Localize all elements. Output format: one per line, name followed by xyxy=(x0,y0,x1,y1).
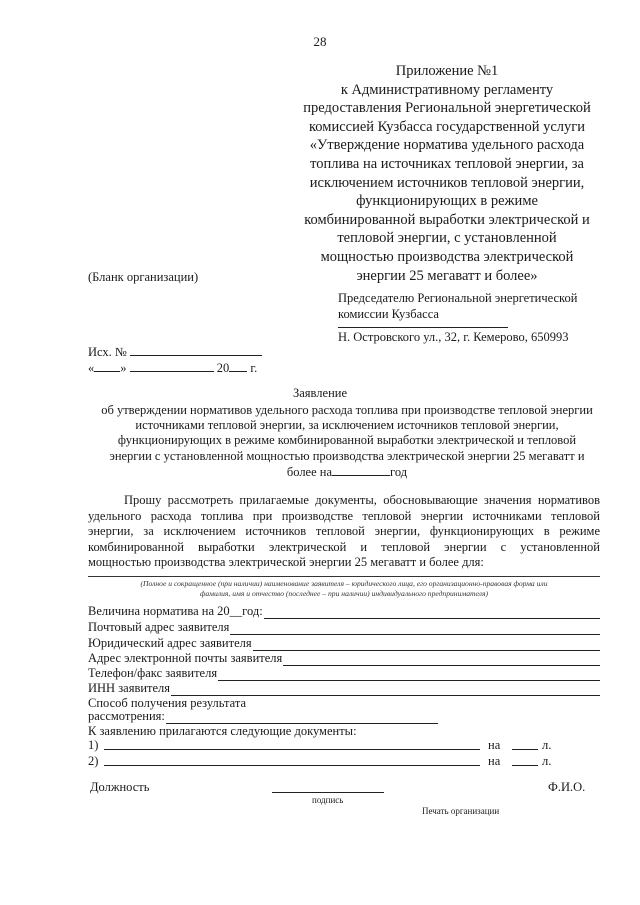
statement-title: Заявление xyxy=(292,386,347,400)
norm-value-field[interactable] xyxy=(264,608,600,619)
subtitle-year-suffix: год xyxy=(390,464,408,479)
recipient-line-2: комиссии Кузбасса xyxy=(338,307,439,321)
body-line: комбинированной выработки электрической и тепловой энергии с установленной xyxy=(88,539,600,554)
statement-subtitle-line xyxy=(88,464,606,480)
appendix-header xyxy=(282,62,612,285)
result-method-label-1: Способ получения результата xyxy=(88,696,247,710)
postal-address-label: Почтовый адрес заявителя xyxy=(88,620,230,634)
date-year-suffix: г. xyxy=(250,361,258,375)
body-line: энергии, за исключением источников тепловой энергии, функционирующих в режиме xyxy=(88,524,600,538)
attachment-number: 1) xyxy=(88,738,99,752)
fio-label: Ф.И.О. xyxy=(548,780,586,794)
outgoing-number-block xyxy=(88,344,262,376)
appendix-line: комбинированной выработки электрической и xyxy=(304,211,590,228)
result-method-field[interactable] xyxy=(166,713,438,724)
attachment-sheets-label: л. xyxy=(542,754,552,768)
statement-subtitle-line: энергии с установленной мощностью производства электрической энергии 25 мегаватт и xyxy=(109,448,585,463)
inn-field[interactable] xyxy=(171,685,600,696)
attachment-name-field[interactable] xyxy=(104,754,480,766)
appendix-line: Приложение №1 xyxy=(395,63,499,79)
appendix-line: тепловой энергии, с установленной xyxy=(337,230,557,247)
attachment-sheets-label: л. xyxy=(542,738,552,752)
recipient-line-1: Председателю Региональной энергетической xyxy=(338,291,578,305)
recipient-address: Н. Островского ул., 32, г. Кемерово, 650993 xyxy=(338,330,569,344)
postal-address-field[interactable] xyxy=(230,624,600,635)
attachment-on-label: на xyxy=(488,738,501,752)
stamp-label: Печать организации xyxy=(422,806,500,816)
attachment-on-label: на xyxy=(488,754,501,768)
organization-blank-label: (Бланк организации) xyxy=(88,270,199,284)
outgoing-number-label: Исх. № xyxy=(88,345,127,359)
date-year-field[interactable] xyxy=(229,360,247,372)
outgoing-number-field[interactable] xyxy=(130,344,262,356)
legal-address-row xyxy=(88,636,600,651)
appendix-line: мощностью производства электрической xyxy=(320,248,574,265)
appendix-line: предоставления Региональной энергетической xyxy=(303,100,591,117)
inn-row xyxy=(88,681,600,696)
appendix-line: топлива на источниках тепловой энергии, за xyxy=(310,155,584,172)
recipient-block xyxy=(338,290,577,322)
attachment-name-field[interactable] xyxy=(104,738,480,750)
date-day-field[interactable] xyxy=(94,360,120,372)
postal-address-row xyxy=(88,620,600,635)
result-method-row xyxy=(88,709,438,724)
appendix-line: энергии 25 мегаватт и более» xyxy=(356,267,538,284)
attachment-row xyxy=(88,738,558,753)
attachment-row xyxy=(88,754,558,769)
appendix-line: «Утверждение норматива удельного расхода xyxy=(309,137,585,154)
date-month-field[interactable] xyxy=(130,360,214,372)
inn-label: ИНН заявителя xyxy=(88,681,171,695)
date-quote-open: « xyxy=(88,361,95,375)
attachment-number: 2) xyxy=(88,754,99,768)
applicant-name-field[interactable] xyxy=(88,576,600,577)
date-quote-close: » xyxy=(120,361,127,375)
applicant-name-hint-1: (Полное и сокращенное (при наличии) наименование заявителя – юридического лица, его организационно-правовая форма или xyxy=(140,579,548,588)
statement-subtitle-line: функционирующих в режиме комбинированной выработки электрической и тепловой xyxy=(117,433,577,448)
page-number: 28 xyxy=(313,34,327,49)
body-line: Прошу рассмотреть прилагаемые документы, обосновывающие значения нормативов xyxy=(124,493,600,507)
statement-subtitle-line: источниками тепловой энергии, за исключением источников тепловой энергии, xyxy=(135,418,559,433)
appendix-line: комиссией Кузбасса государственной услуги xyxy=(309,118,585,135)
appendix-line: функционирующих в режиме xyxy=(356,193,538,210)
phone-field[interactable] xyxy=(218,670,600,681)
legal-address-label: Юридический адрес заявителя xyxy=(88,636,252,650)
legal-address-field[interactable] xyxy=(253,640,600,651)
statement-subtitle-line: об утверждении нормативов удельного расхода топлива при производстве тепловой энергии xyxy=(101,403,593,417)
email-field[interactable] xyxy=(283,655,600,666)
email-label: Адрес электронной почты заявителя xyxy=(88,651,283,665)
subtitle-year-field[interactable] xyxy=(332,464,390,476)
position-label: Должность xyxy=(90,780,150,794)
norm-value-row xyxy=(88,604,600,619)
body-line: удельного расхода топлива при производстве тепловой энергии источниками тепловой xyxy=(88,508,600,523)
request-body xyxy=(88,493,600,571)
recipient-underline[interactable] xyxy=(338,327,508,328)
result-method-label-2: рассмотрения: xyxy=(88,709,165,723)
norm-value-label: Величина норматива на 20__год: xyxy=(88,604,263,618)
subtitle-year-prefix: более на xyxy=(286,464,333,479)
phone-row xyxy=(88,666,600,681)
email-row xyxy=(88,651,600,666)
date-year-prefix: 20 xyxy=(216,361,230,375)
attachment-sheets-field[interactable] xyxy=(512,738,538,750)
attachment-sheets-field[interactable] xyxy=(512,754,538,766)
applicant-name-hint-2: фамилия, имя и отчество (последнее – при наличии) индивидуального предпринимателя) xyxy=(199,589,489,598)
phone-label: Телефон/факс заявителя xyxy=(88,666,218,680)
appendix-line: исключением источников тепловой энергии, xyxy=(309,174,585,191)
body-line: мощностью производства электрической энергии 25 мегаватт и более для: xyxy=(88,555,484,569)
signature-label: подпись xyxy=(312,795,344,805)
statement-subtitle xyxy=(88,403,606,480)
attachments-heading: К заявлению прилагаются следующие документы: xyxy=(88,724,357,738)
signature-field[interactable] xyxy=(272,792,384,793)
appendix-line: к Административному регламенту xyxy=(340,81,554,98)
